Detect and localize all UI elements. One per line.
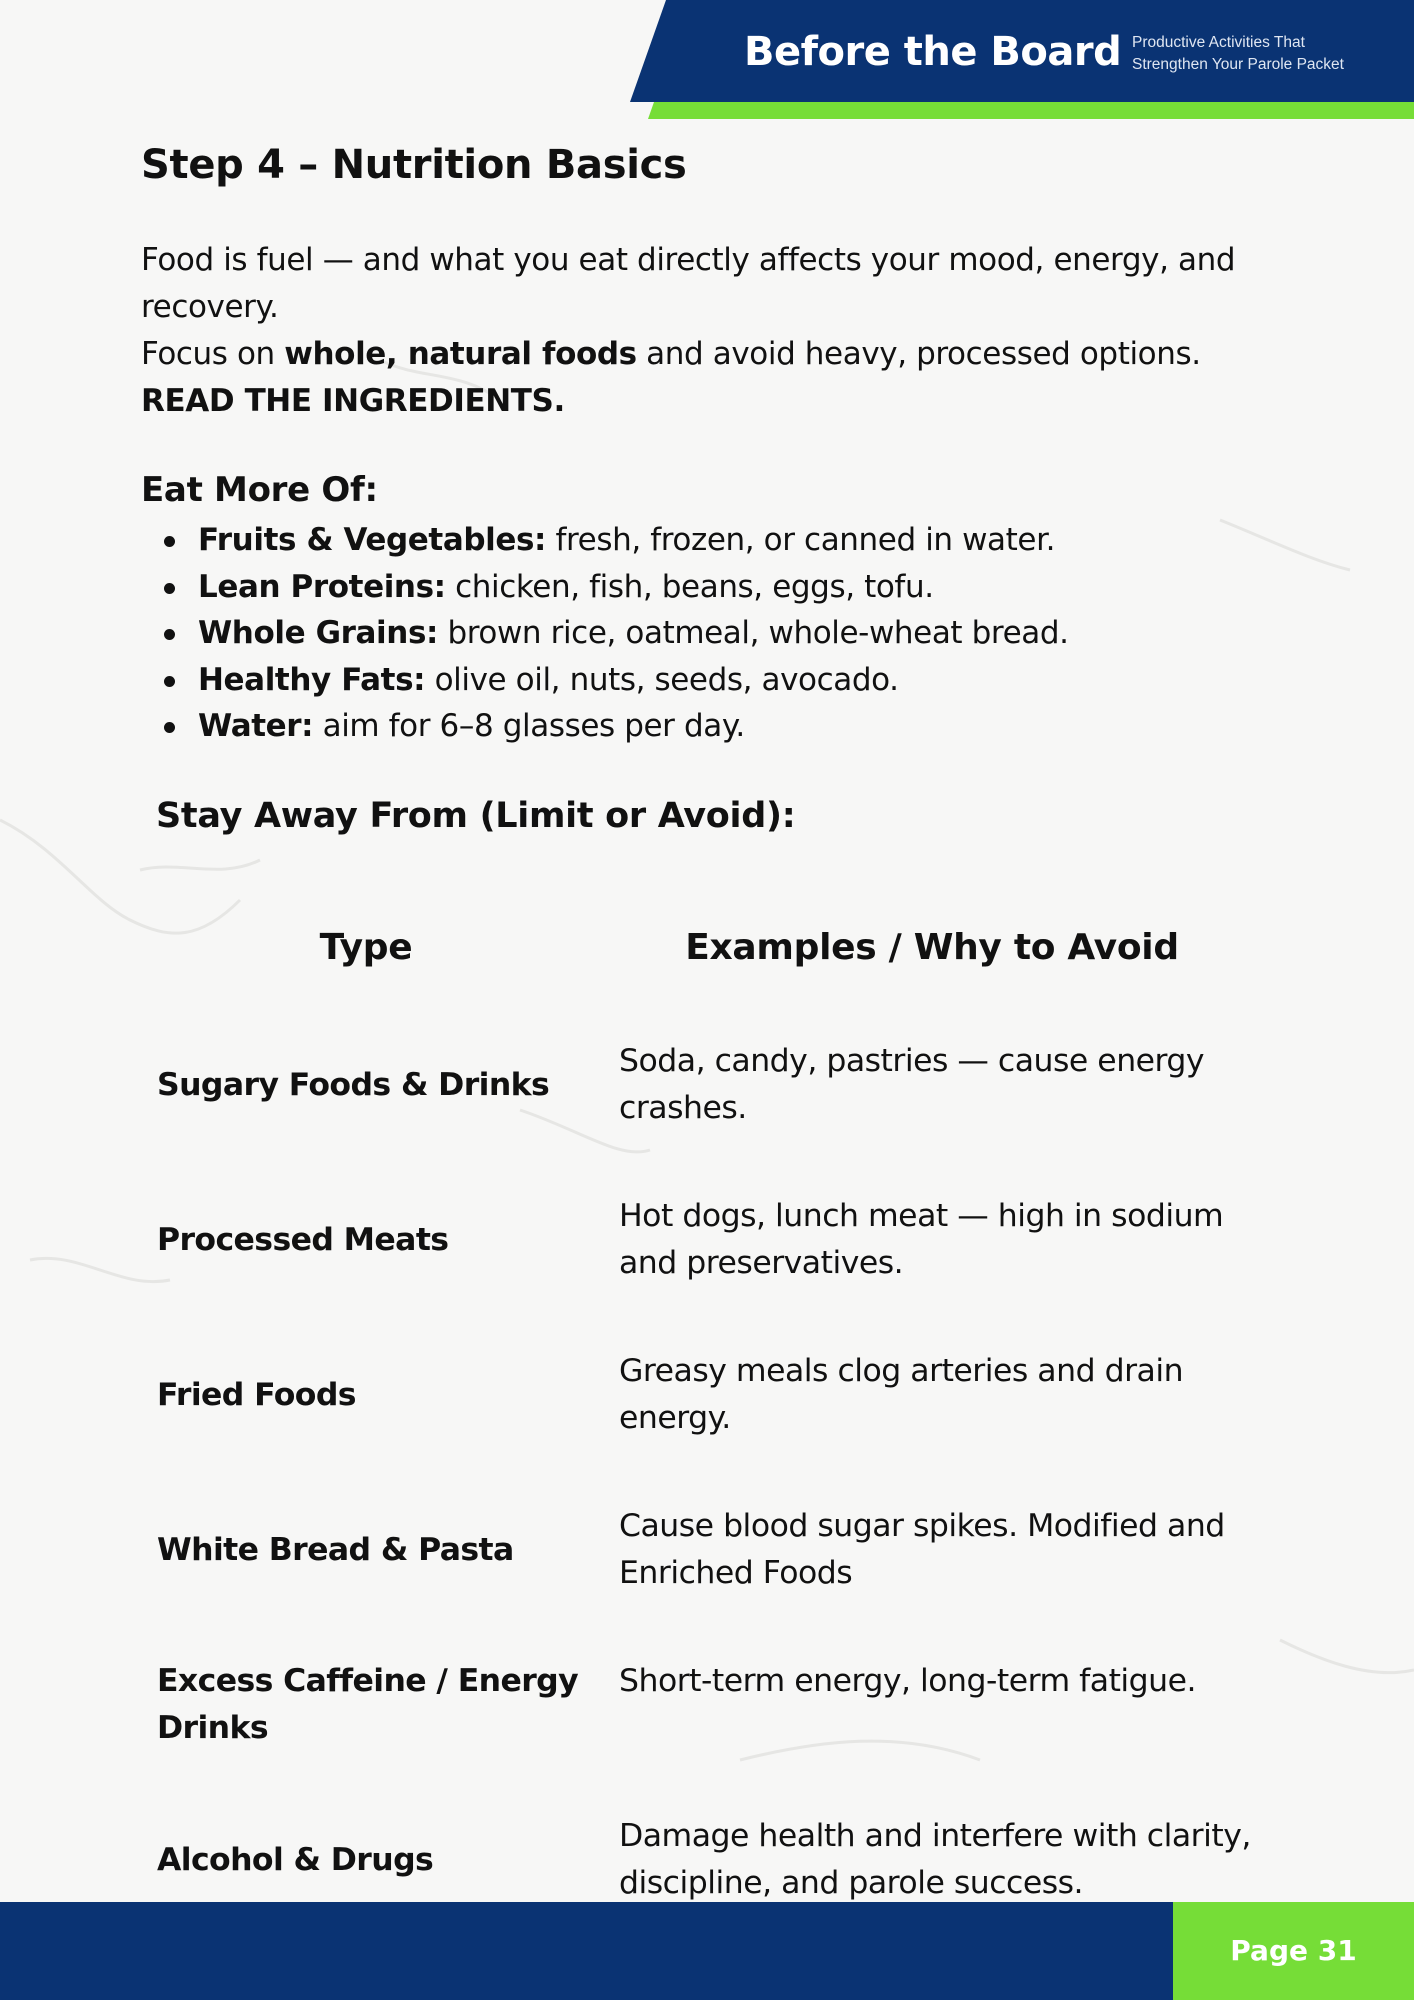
header-subtitle-line-2: Strengthen Your Parole Packet	[1132, 56, 1344, 73]
intro-p2-after: and avoid heavy, processed options.	[636, 336, 1201, 372]
table-cell-why: Greasy meals clog arteries and drain energy.	[619, 1353, 1184, 1436]
table-row	[157, 1193, 1307, 1287]
list-item-text: fresh, frozen, or canned in water.	[546, 522, 1056, 558]
list-item	[141, 657, 1301, 704]
table-header-type: Type	[319, 927, 413, 968]
list-item-text: brown rice, oatmeal, whole-wheat bread.	[438, 615, 1069, 651]
table-cell-why: Short-term energy, long-term fatigue.	[619, 1663, 1197, 1699]
table-cell-type: Processed Meats	[157, 1221, 449, 1258]
eat-more-list	[141, 517, 1301, 750]
list-item-label: Fruits & Vegetables:	[198, 522, 547, 558]
table-cell-type: Alcohol & Drugs	[157, 1841, 434, 1878]
avoid-heading: Stay Away From (Limit or Avoid):	[156, 796, 796, 836]
table-cell-why: Cause blood sugar spikes. Modified and Enriched Foods	[619, 1508, 1225, 1591]
list-item	[141, 703, 1301, 750]
eat-more-heading: Eat More Of:	[141, 470, 378, 510]
header-subtitle	[1132, 32, 1402, 76]
table-cell-why: Hot dogs, lunch meat — high in sodium and preservatives.	[619, 1198, 1224, 1281]
list-item-text: chicken, fish, beans, eggs, tofu.	[445, 568, 934, 605]
table-cell-why: Soda, candy, pastries — cause energy crashes.	[619, 1043, 1205, 1126]
table-row	[157, 1658, 1307, 1752]
intro-p2-bold: whole, natural foods	[284, 336, 637, 372]
header-accent-stripe	[648, 102, 1414, 119]
table-row	[157, 1813, 1307, 1907]
table-row	[157, 1503, 1307, 1597]
table-cell-type: Sugary Foods & Drinks	[157, 1066, 550, 1103]
header-title: Before the Board	[744, 29, 1122, 75]
read-ingredients-text: READ THE INGREDIENTS.	[141, 383, 565, 419]
header-subtitle-line-1: Productive Activities That	[1132, 34, 1305, 51]
table-row	[157, 1348, 1307, 1442]
page-number: Page 31	[1230, 1934, 1357, 1967]
table-cell-type: Fried Foods	[157, 1376, 356, 1413]
intro-paragraph-1: Food is fuel — and what you eat directly affects your mood, energy, and recovery.	[141, 242, 1236, 325]
list-item-text: aim for 6–8 glasses per day.	[313, 708, 745, 744]
table-cell-why: Damage health and interfere with clarity, discipline, and parole success.	[619, 1818, 1251, 1901]
intro-paragraph-2	[141, 331, 1301, 378]
table-header-examples: Examples / Why to Avoid	[685, 927, 1179, 968]
table-cell-type: White Bread & Pasta	[157, 1531, 514, 1568]
list-item	[141, 517, 1301, 564]
intro-p2-before: Focus on	[141, 336, 285, 372]
intro-text	[141, 237, 1301, 425]
table-row	[157, 1038, 1307, 1132]
list-item-label: Whole Grains:	[198, 615, 438, 651]
page-title: Step 4 – Nutrition Basics	[141, 142, 687, 188]
list-item-text: olive oil, nuts, seeds, avocado.	[425, 661, 899, 698]
intro-paragraph-3	[141, 378, 1301, 425]
list-item-label: Water:	[198, 708, 314, 744]
list-item-label: Healthy Fats:	[198, 661, 426, 698]
list-item	[141, 564, 1301, 611]
list-item-label: Lean Proteins:	[198, 568, 446, 605]
table-cell-type: Excess Caffeine / Energy Drinks	[157, 1663, 579, 1746]
list-item	[141, 610, 1301, 657]
